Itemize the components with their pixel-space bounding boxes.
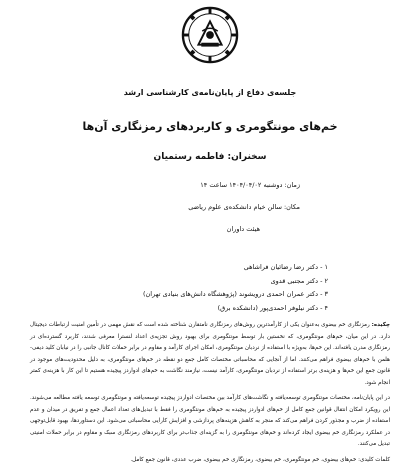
keywords-line: کلمات کلیدی: خم‌های بیضوی، خم مونتگومری، خم بیضوی، رمزنگاری خم بیضوی، ضرب عددی، قانون جمع کامل. [130, 456, 390, 463]
university-seal-logo [181, 6, 239, 64]
committee-member: ۱ - دکتر رضا رضائیان فراشاهی [243, 263, 328, 271]
committee-heading: هیئت داوران [226, 225, 260, 233]
speaker-name: سخنران: فاطمه رستمیان [153, 152, 267, 162]
committee-member: ۳ - دکتر عمران احمدی درویشوند (پژوهشگاه دانش‌های بنیادی تهران) [143, 290, 328, 298]
committee-member: ۲ - دکتر مجتبی قدوی [270, 276, 328, 285]
abstract-paragraph-2: در این پایان‌نامه، مختصات مونتگومری توسعه‌یافته و نگاشت‌های کارآمد بین مختصات ادواردز پیچیده توسعه‌یافته و مونتگومری توسعه یافته مطالعه می‌شوند. این رویکرد امکان انتقال قوانین جمع کامل از خم‌های ادواردز پیچیده به خم‌های مونتگومری را فقط با تبدیل‌های تعداد اعمال جمع و تفریق در میدان و عدم استفاده از ضرب و مجذور کردن فراهم می‌کند که منجر به کاهش هزینه‌های پردازشی و افزایش کارایی محاسباتی می‌شود. این دستاوردها، بهبود قابل‌توجهی در عملکرد رمزنگاری خم بیضوی ایجاد کرده‌اند و خم‌های مونتگومری را به گزینه‌ای جذاب‌تر برای کاربردهای رمزنگاری سبک و مقاوم در برابر حملات امنیتی تبدیل می‌کنند. [30, 395, 390, 447]
abstract-section [30, 320, 390, 470]
event-place: مکان: سالن خیام دانشکده‌ی علوم ریاضی [188, 203, 300, 211]
thesis-title: خم‌های مونتگومری و کاربردهای رمزنگاری آن‌ها [82, 120, 338, 133]
university-seal-icon [181, 6, 239, 64]
event-meta [188, 174, 300, 240]
defense-line: جلسه‌ی دفاع از پایان‌نامه‌ی کارشناسی ارشد [123, 88, 297, 97]
abstract-paragraph-1 [30, 320, 390, 389]
event-time: زمان: دوشنبه ۱۴۰۴/۰۴/۰۲ ساعت ۱۴ [200, 181, 300, 189]
committee-member: ۴ - دکتر نیلوفر احمدی‌پور (دانشکده برق) [217, 303, 328, 312]
committee-list [143, 261, 328, 315]
abstract-label: چکیده: [371, 322, 390, 328]
abstract-text-1: رمزنگاری خم بیضوی به‌عنوان یکی از کارآمدترین روش‌های رمزنگاری نامتقارن شناخته شده است که نقش مهمی در تأمین امنیت ارتباطات دیجیتال دارد. در این میان، خم‌های مونتگومری، که نخستین بار توسط مونتگومری برای بهبود روش تجزیه‌ی اعداد لنسترا معرفی شدند، کاربرد گسترده‌ای در رمزنگاری مدرن یافته‌اند. این خم‌ها، به‌ویژه با استفاده از نردبان مونتگومری، امکان اجرای کارآمد و مقاوم در برابر حملات کانال جانبی را در نیابان کلید دیفی-هلمن با خم‌های بیضوی فراهم می‌کنند. اما از آنجایی که محاسباتی مختصات کامل جمع دو نقطه در خم‌های مونتگومری، به دلیل محدودیت‌های موجود در قانون جمع این خم‌ها و هزینه‌ی برتر استفاده از نردبان مونتگومری، کارآمد نیست، نیازمند نگاشت به خم‌های ادواردز پیچیده هستیم تا این کار با هزینه‌ی کمتر انجام شود. [30, 322, 390, 386]
